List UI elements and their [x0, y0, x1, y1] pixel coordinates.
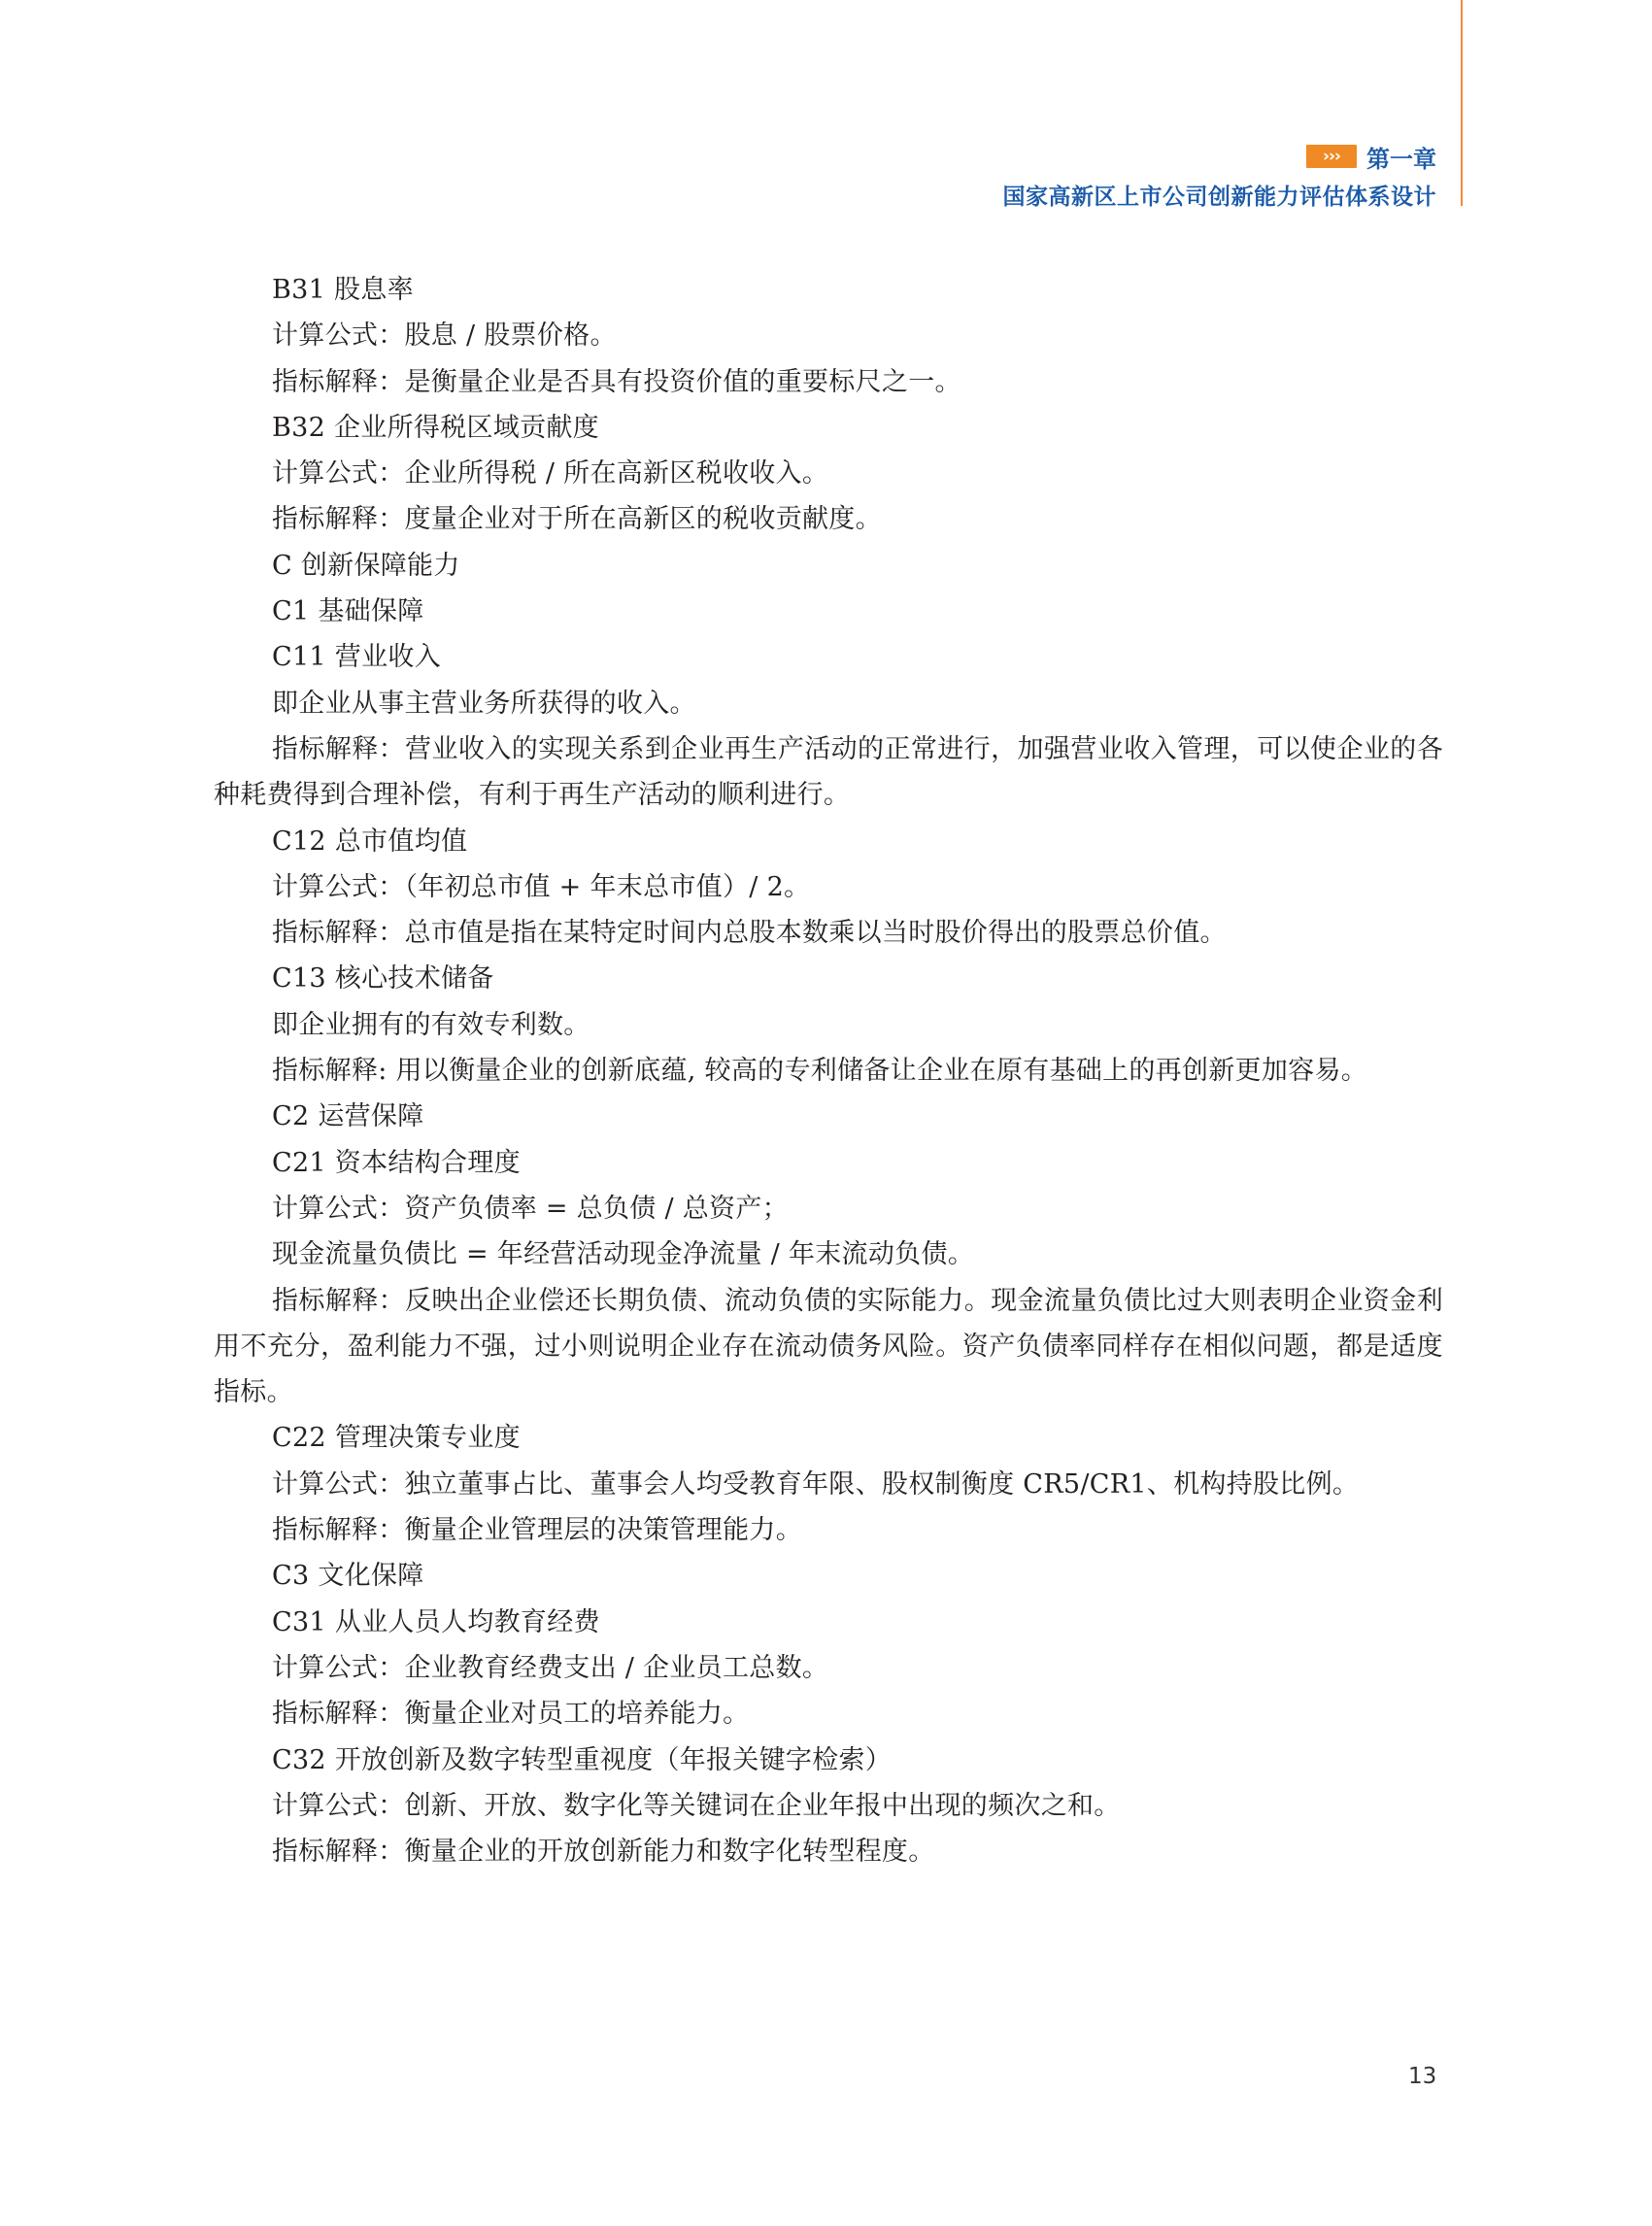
paragraph: 计算公式：创新、开放、数字化等关键词在企业年报中出现的频次之和。 [272, 1790, 1121, 1821]
paragraph: 现金流量负债比 = 年经营活动现金净流量 / 年末流动负债。 [272, 1239, 975, 1270]
paragraph: 计算公式：企业教育经费支出 / 企业员工总数。 [272, 1652, 829, 1683]
paragraph: B32 企业所得税区域贡献度 [272, 412, 599, 443]
paragraph: C1 基础保障 [272, 596, 424, 627]
header-divider-line [1461, 0, 1463, 206]
paragraph: C2 运营保障 [272, 1101, 424, 1132]
paragraph: C31 从业人员人均教育经费 [272, 1606, 600, 1637]
paragraph: 指标解释：衡量企业的开放创新能力和数字化转型程度。 [272, 1837, 935, 1868]
paragraph: C11 营业收入 [272, 642, 441, 673]
chapter-label: 第一章 [1366, 145, 1436, 173]
chapter-subtitle: 国家高新区上市公司创新能力评估体系设计 [1002, 185, 1436, 210]
paragraph: 指标解释：衡量企业对员工的培养能力。 [272, 1699, 750, 1730]
paragraph: 即企业从事主营业务所获得的收入。 [272, 688, 696, 719]
paragraph: 指标解释：总市值是指在某特定时间内总股本数乘以当时股价得出的股票总价值。 [272, 918, 1227, 949]
paragraph: 指标解释：反映出企业偿还长期负债、流动负债的实际能力。现金流量负债比过大则表明企业资金利用不充分，盈利能力不强，过小则说明企业存在流动债务风险。资产负债率同样存在相似问题，都是适度指标。 [214, 1285, 1443, 1408]
paragraph: C12 总市值均值 [272, 826, 468, 857]
paragraph: C22 管理决策专业度 [272, 1423, 521, 1454]
running-header [1003, 138, 1437, 211]
paragraph: 指标解释：衡量企业管理层的决策管理能力。 [272, 1515, 802, 1546]
paragraph: C13 核心技术储备 [272, 963, 494, 995]
paragraph: 指标解释: 用以衡量企业的创新底蕴, 较高的专利储备让企业在原有基础上的再创新更加容易。 [272, 1056, 1368, 1087]
paragraph: 计算公式：股息 / 股票价格。 [272, 320, 617, 352]
paragraph: 即企业拥有的有效专利数。 [272, 1009, 590, 1040]
chapter-row [1003, 138, 1437, 175]
page-number: 13 [1408, 2064, 1437, 2089]
chevron-right-icon: ››› [1306, 145, 1357, 168]
paragraph: C3 文化保障 [272, 1561, 424, 1592]
paragraph: 计算公式：企业所得税 / 所在高新区税收收入。 [272, 458, 829, 489]
paragraph: 计算公式：资产负债率 = 总负债 / 总资产； [272, 1193, 789, 1224]
paragraph: 计算公式：独立董事占比、董事会人均受教育年限、股权制衡度 CR5/CR1、机构持股比例。 [272, 1468, 1360, 1500]
paragraph: 指标解释：是衡量企业是否具有投资价值的重要标尺之一。 [272, 366, 961, 397]
body-text [214, 267, 1443, 1874]
paragraph: 指标解释：度量企业对于所在高新区的税收贡献度。 [272, 504, 882, 535]
paragraph: C 创新保障能力 [272, 550, 460, 581]
paragraph: B31 股息率 [272, 275, 414, 305]
paragraph: C21 资本结构合理度 [272, 1147, 521, 1178]
paragraph: 指标解释：营业收入的实现关系到企业再生产活动的正常进行，加强营业收入管理，可以使企业的各种耗费得到合理补偿，有利于再生产活动的顺利进行。 [214, 733, 1443, 811]
paragraph: C32 开放创新及数字转型重视度（年报关键字检索） [272, 1744, 893, 1775]
paragraph: 计算公式：（年初总市值 + 年末总市值）/ 2。 [272, 871, 811, 902]
